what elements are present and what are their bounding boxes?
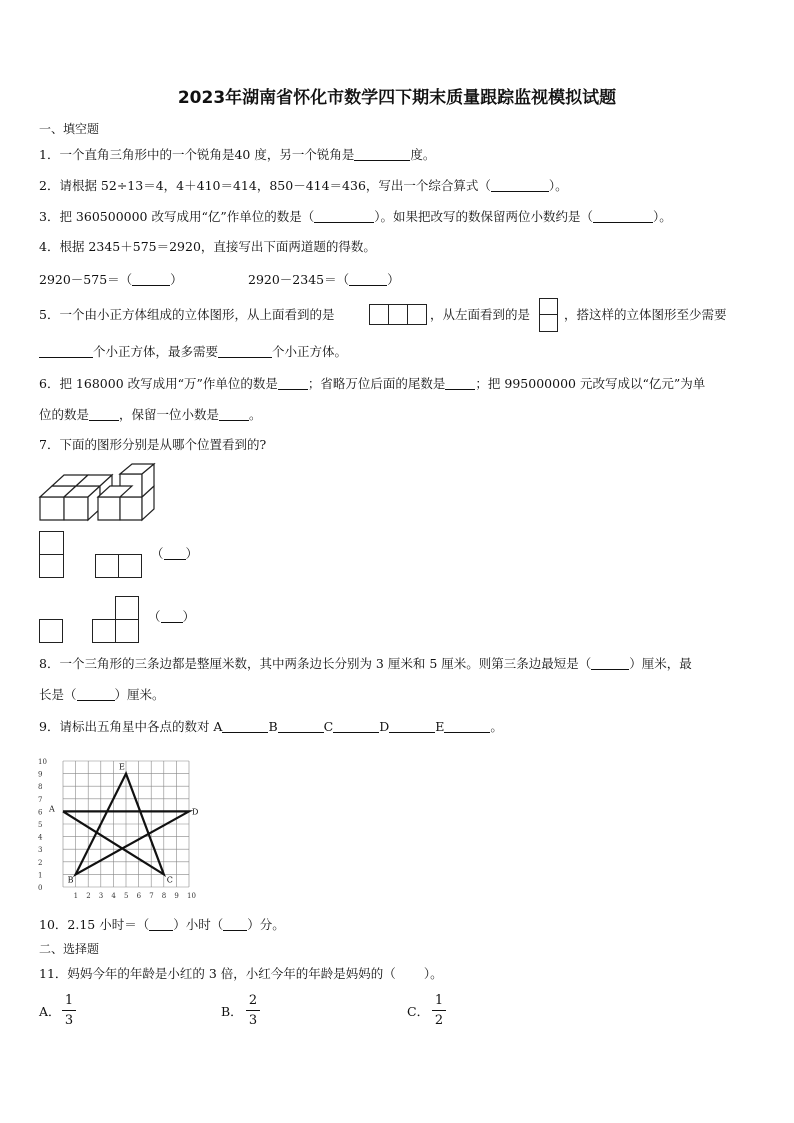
square-cell xyxy=(115,619,139,643)
question-6-line-2 xyxy=(39,408,262,422)
square-cell xyxy=(39,619,63,643)
view-tall-two-squares xyxy=(39,531,65,579)
x-tick-label: 4 xyxy=(111,892,116,900)
cube-face xyxy=(98,497,120,520)
question-3 xyxy=(39,210,672,224)
question-text: 长是（ xyxy=(39,687,77,702)
y-tick-label: 1 xyxy=(38,871,43,880)
fraction-bar xyxy=(432,1010,446,1011)
y-tick-label: 5 xyxy=(38,821,43,829)
answer-blank[interactable] xyxy=(354,148,410,161)
answer-blank[interactable] xyxy=(223,918,247,931)
question-text: 个小正方体。 xyxy=(272,344,348,359)
option-c[interactable] xyxy=(407,1006,429,1019)
question-text: ；省略万位后面的尾数是 xyxy=(307,376,446,391)
answer-blank[interactable] xyxy=(89,408,119,421)
point-label-c: C xyxy=(166,875,173,885)
question-text: ）厘米，最 xyxy=(629,656,692,671)
answer-blank[interactable] xyxy=(39,345,93,358)
question-2 xyxy=(39,179,568,193)
answer-blank[interactable] xyxy=(445,377,475,390)
star-coordinate-grid xyxy=(30,752,240,902)
question-number: 1． xyxy=(39,147,60,162)
question-text: 把 168000 改写成用“万”作单位的数是 xyxy=(59,376,278,391)
question-text: ）分。 xyxy=(247,917,285,932)
cube-figures xyxy=(36,462,166,524)
denominator: 3 xyxy=(248,1013,258,1028)
question-text: ，保留一位小数是 xyxy=(119,407,220,422)
numerator: 1 xyxy=(434,993,444,1008)
paren-close: ） xyxy=(185,546,199,561)
question-text: ，搭这样的立体图形至少需要 xyxy=(564,307,727,322)
y-tick-label: 8 xyxy=(38,783,43,792)
question-text: 请根据 52÷13＝4，4＋410＝414，850－414＝436，写出一个综合算式（ xyxy=(59,178,491,193)
x-tick-label: 6 xyxy=(136,892,142,900)
view-answer-1 xyxy=(151,547,198,561)
fraction-bar xyxy=(246,1010,260,1011)
question-text: 请标出五角星中各点的数对 A xyxy=(59,719,223,734)
square-cell xyxy=(407,304,427,325)
answer-blank[interactable] xyxy=(349,273,387,286)
square-cell xyxy=(388,304,408,325)
option-b[interactable] xyxy=(221,1006,243,1019)
label-b: B xyxy=(268,719,278,734)
question-5 xyxy=(39,309,334,322)
option-letter: B． xyxy=(221,1004,243,1019)
answer-blank[interactable] xyxy=(77,688,115,701)
question-5-cont-2 xyxy=(564,309,727,322)
section-multiple-choice: 二、选择题 xyxy=(39,942,100,956)
answer-blank-e[interactable] xyxy=(444,720,490,733)
question-text: ）。如果把改写的数保留两位小数约是（ xyxy=(374,209,594,224)
question-4-part-1 xyxy=(39,273,183,287)
x-tick-label: 5 xyxy=(124,892,129,900)
question-number: 3． xyxy=(39,209,60,224)
answer-blank[interactable] xyxy=(219,408,249,421)
question-10 xyxy=(39,918,285,932)
section-fill-blank: 一、填空题 xyxy=(39,122,100,136)
x-tick-label: 10 xyxy=(187,892,196,900)
question-text: ）厘米。 xyxy=(114,687,165,702)
y-tick-label: 6 xyxy=(38,808,43,817)
expression: 2920－575＝（ xyxy=(39,272,133,287)
option-letter: C． xyxy=(407,1004,430,1019)
x-tick-label: 2 xyxy=(86,892,91,900)
question-number: 7． xyxy=(39,437,60,452)
question-text: 度。 xyxy=(410,147,436,162)
question-text: 一个直角三角形中的一个锐角是40 度，另一个锐角是 xyxy=(59,147,355,162)
question-text: ）小时（ xyxy=(173,917,224,932)
x-tick-label: 9 xyxy=(174,892,179,900)
x-tick-label: 8 xyxy=(161,892,167,900)
x-tick-label: 7 xyxy=(149,892,154,900)
cube-face xyxy=(120,497,142,520)
answer-blank[interactable] xyxy=(161,610,183,623)
answer-blank[interactable] xyxy=(593,210,653,223)
question-5-line-2 xyxy=(39,345,347,359)
question-text: 一个由小正方体组成的立体图形，从上面看到的是 xyxy=(59,307,335,322)
answer-blank[interactable] xyxy=(591,657,629,670)
square-cell xyxy=(92,619,116,643)
y-tick-label: 4 xyxy=(38,833,43,842)
label-c: C xyxy=(323,719,334,734)
denominator: 2 xyxy=(434,1013,444,1028)
y-tick-label: 9 xyxy=(38,770,43,779)
answer-blank-d[interactable] xyxy=(389,720,435,733)
question-4-part-2 xyxy=(248,273,400,287)
x-tick-label: 1 xyxy=(73,892,79,900)
question-text: ；把 995000000 元改写成以“亿元”为单 xyxy=(475,376,706,391)
question-text: 一个三角形的三条边都是整厘米数，其中两条边长分别为 3 厘米和 5 厘米。则第三条边最短是（ xyxy=(59,656,592,671)
y-tick-label: 2 xyxy=(38,858,43,867)
view-l-shape xyxy=(92,596,142,644)
label-d: D xyxy=(379,719,390,734)
question-11 xyxy=(39,968,443,981)
x-tick-label: 3 xyxy=(98,892,104,900)
paren-close: ） xyxy=(182,609,196,624)
square-cell xyxy=(95,554,119,578)
question-text: 把 360500000 改写成用“亿”作单位的数是（ xyxy=(59,209,315,224)
question-number: 2． xyxy=(39,178,60,193)
answer-blank[interactable] xyxy=(149,918,173,931)
view-wide-two-squares xyxy=(95,554,145,580)
question-text: 根据 2345＋575＝2920，直接写出下面两道题的得数。 xyxy=(59,239,376,254)
question-number: 9． xyxy=(39,719,60,734)
point-label-e: E xyxy=(119,762,125,772)
square-cell xyxy=(369,304,389,325)
left-view-figure xyxy=(539,298,558,332)
point-label-a: A xyxy=(49,804,55,814)
question-text: 2.15 小时＝（ xyxy=(67,917,150,932)
question-text: 位的数是 xyxy=(39,407,90,422)
square-cell xyxy=(39,531,64,555)
question-number: 11． xyxy=(39,966,68,981)
y-tick-label: 3 xyxy=(38,846,43,855)
view-answer-2 xyxy=(148,610,195,624)
question-8-line-2 xyxy=(39,688,165,702)
question-8 xyxy=(39,657,692,671)
question-text: ）。 xyxy=(548,178,568,193)
expression: 2920－2345＝（ xyxy=(248,272,350,287)
question-text: ）。 xyxy=(653,209,672,224)
question-6 xyxy=(39,377,705,391)
question-4 xyxy=(39,241,376,254)
cube-face xyxy=(64,497,88,520)
question-number: 4． xyxy=(39,239,60,254)
question-9 xyxy=(39,720,503,734)
point-label-b: B xyxy=(67,875,74,885)
question-1 xyxy=(39,148,435,162)
top-view-figure xyxy=(369,304,426,325)
answer-blank[interactable] xyxy=(491,179,549,192)
question-number: 8． xyxy=(39,656,60,671)
y-tick-label: 7 xyxy=(38,795,43,804)
answer-blank[interactable] xyxy=(314,210,374,223)
paren-open: （ xyxy=(148,609,161,624)
point-label-d: D xyxy=(192,807,199,817)
question-text: 。 xyxy=(249,407,262,422)
option-a-fraction xyxy=(62,993,76,1028)
y-tick-label: 0 xyxy=(38,884,43,892)
y-tick-label: 10 xyxy=(38,758,47,766)
expression-close: ） xyxy=(170,272,183,287)
answer-blank[interactable] xyxy=(218,345,272,358)
square-cell xyxy=(539,314,558,332)
answer-blank[interactable] xyxy=(164,547,186,560)
question-text: ，从左面看到的是 xyxy=(430,307,531,322)
paren-open: （ xyxy=(151,546,164,561)
square-cell xyxy=(115,596,139,620)
answer-blank-b[interactable] xyxy=(278,720,324,733)
expression-close: ） xyxy=(387,272,400,287)
page-title: 2023年湖南省怀化市数学四下期末质量跟踪监视模拟试题 xyxy=(177,88,617,108)
option-a[interactable] xyxy=(39,1006,61,1019)
question-number: 6． xyxy=(39,376,60,391)
answer-blank[interactable] xyxy=(278,377,308,390)
cube-face xyxy=(40,497,64,520)
numerator: 1 xyxy=(64,993,74,1008)
option-b-fraction xyxy=(246,993,260,1028)
question-text: 下面的图形分别是从哪个位置看到的? xyxy=(59,437,267,452)
option-letter: A． xyxy=(39,1004,61,1019)
view-single-square xyxy=(39,619,65,645)
fraction-bar xyxy=(62,1010,76,1011)
question-number: 10． xyxy=(39,917,68,932)
question-text: ）。 xyxy=(423,966,443,981)
period: 。 xyxy=(490,719,503,734)
question-text: 个小正方体，最多需要 xyxy=(93,344,219,359)
question-5-cont xyxy=(430,309,530,322)
denominator: 3 xyxy=(64,1013,74,1028)
question-text: 妈妈今年的年龄是小红的 3 倍，小红今年的年龄是妈妈的（ xyxy=(67,966,396,981)
square-cell xyxy=(118,554,142,578)
option-c-fraction xyxy=(432,993,446,1028)
question-number: 5． xyxy=(39,307,60,322)
answer-blank-a[interactable] xyxy=(222,720,268,733)
square-cell xyxy=(39,554,64,578)
question-7 xyxy=(39,439,266,452)
numerator: 2 xyxy=(248,993,258,1008)
label-e: E xyxy=(435,719,445,734)
answer-blank[interactable] xyxy=(132,273,170,286)
answer-blank-c[interactable] xyxy=(333,720,379,733)
